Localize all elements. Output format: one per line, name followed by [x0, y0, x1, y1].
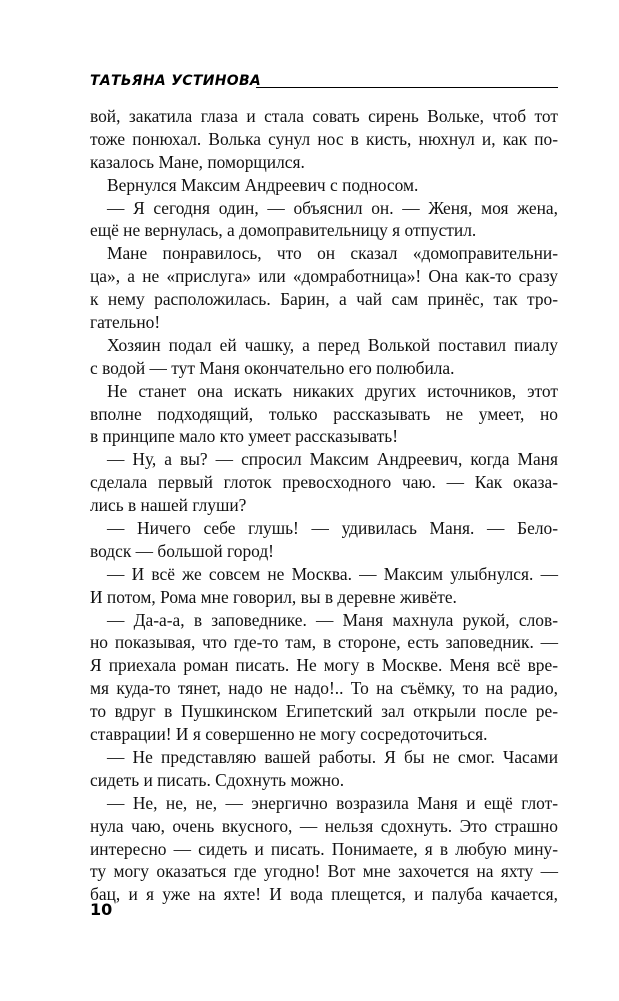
- text-line: интересно — сидеть и писать. Понимаете, я в любую мину-: [90, 838, 558, 859]
- text-line: ту могу оказаться где угодно! Вот мне захочется на яхту —: [90, 861, 558, 882]
- text-line: — Ничего себе глушь! — удивилась Маня. — Бело-: [107, 518, 558, 539]
- author-name: ТАТЬЯНА УСТИНОВА: [90, 73, 262, 89]
- text-line: — Не представляю вашей работы. Я бы не смог. Часами: [107, 746, 558, 767]
- text-line: лись в нашей глуши?: [90, 495, 247, 516]
- text-line: ещё не вернулась, а домоправительницу я отпустил.: [90, 220, 477, 241]
- running-header: [90, 73, 558, 95]
- text-line: Не станет она искать никаких других источников, этот: [107, 380, 558, 401]
- text-line: водск — большой город!: [90, 540, 274, 561]
- text-line: с водой — тут Маня окончательно его полюбила.: [90, 357, 455, 378]
- text-line: нула чаю, очень вкусного, — нельзя сдохнуть. Это страшно: [90, 815, 558, 836]
- text-line: ца», а не «прислуга» или «домработница»! Она как-то сразу: [90, 266, 558, 287]
- text-line: бац, и я уже на яхте! И вода плещется, и палуба качается,: [90, 884, 558, 905]
- text-line: — Да-а-а, в заповеднике. — Маня махнула рукой, слов-: [107, 609, 558, 630]
- text-line: — Я сегодня один, — объяснил он. — Женя, моя жена,: [107, 197, 558, 218]
- text-line: но показывая, что где-то там, в стороне, есть заповедник. —: [90, 632, 558, 653]
- text-line: Я приехала роман писать. Не могу в Москве. Меня всё вре-: [90, 655, 558, 676]
- text-line: мя куда-то тянет, надо не надо!.. То на съёмку, то на радио,: [90, 678, 558, 699]
- text-line: ставрации! И я совершенно не могу сосредоточиться.: [90, 724, 488, 745]
- text-line: И потом, Рома мне говорил, вы в деревне живёте.: [90, 586, 457, 607]
- text-line: сделала первый глоток превосходного чаю. — Как оказа-: [90, 472, 558, 493]
- text-line: — Не, не, не, — энергично возразила Маня и ещё глот-: [107, 792, 558, 813]
- text-line: к нему расположилась. Барин, а чай сам принёс, так тро-: [90, 289, 558, 310]
- text-line: Вернулся Максим Андреевич с подносом.: [107, 174, 419, 195]
- text-line: казалось Мане, поморщился.: [90, 151, 305, 172]
- text-line: тоже понюхал. Волька сунул нос в кисть, нюхнул и, как по-: [90, 128, 558, 149]
- text-line: сидеть и писать. Сдохнуть можно.: [90, 769, 345, 790]
- text-line: вполне подходящий, только рассказывать не умеет, но: [90, 403, 558, 424]
- text-line: Мане понравилось, что он сказал «домоправительни-: [107, 243, 558, 264]
- text-line: гательно!: [90, 312, 161, 333]
- body-text: [90, 105, 558, 906]
- text-line: вой, закатила глаза и стала совать сирень Вольке, чтоб тот: [90, 106, 558, 126]
- page-number: 10: [90, 900, 113, 919]
- text-line: в принципе мало кто умеет рассказывать!: [90, 426, 399, 447]
- text-line: — Ну, а вы? — спросил Максим Андреевич, когда Маня: [107, 449, 558, 470]
- text-line: Хозяин подал ей чашку, а перед Волькой поставил пиалу: [107, 334, 558, 355]
- text-line: то вдруг в Пушкинском Египетский зал открыли после ре-: [90, 701, 558, 722]
- header-rule: [256, 87, 558, 88]
- text-line: — И всё же совсем не Москва. — Максим улыбнулся. —: [107, 563, 558, 584]
